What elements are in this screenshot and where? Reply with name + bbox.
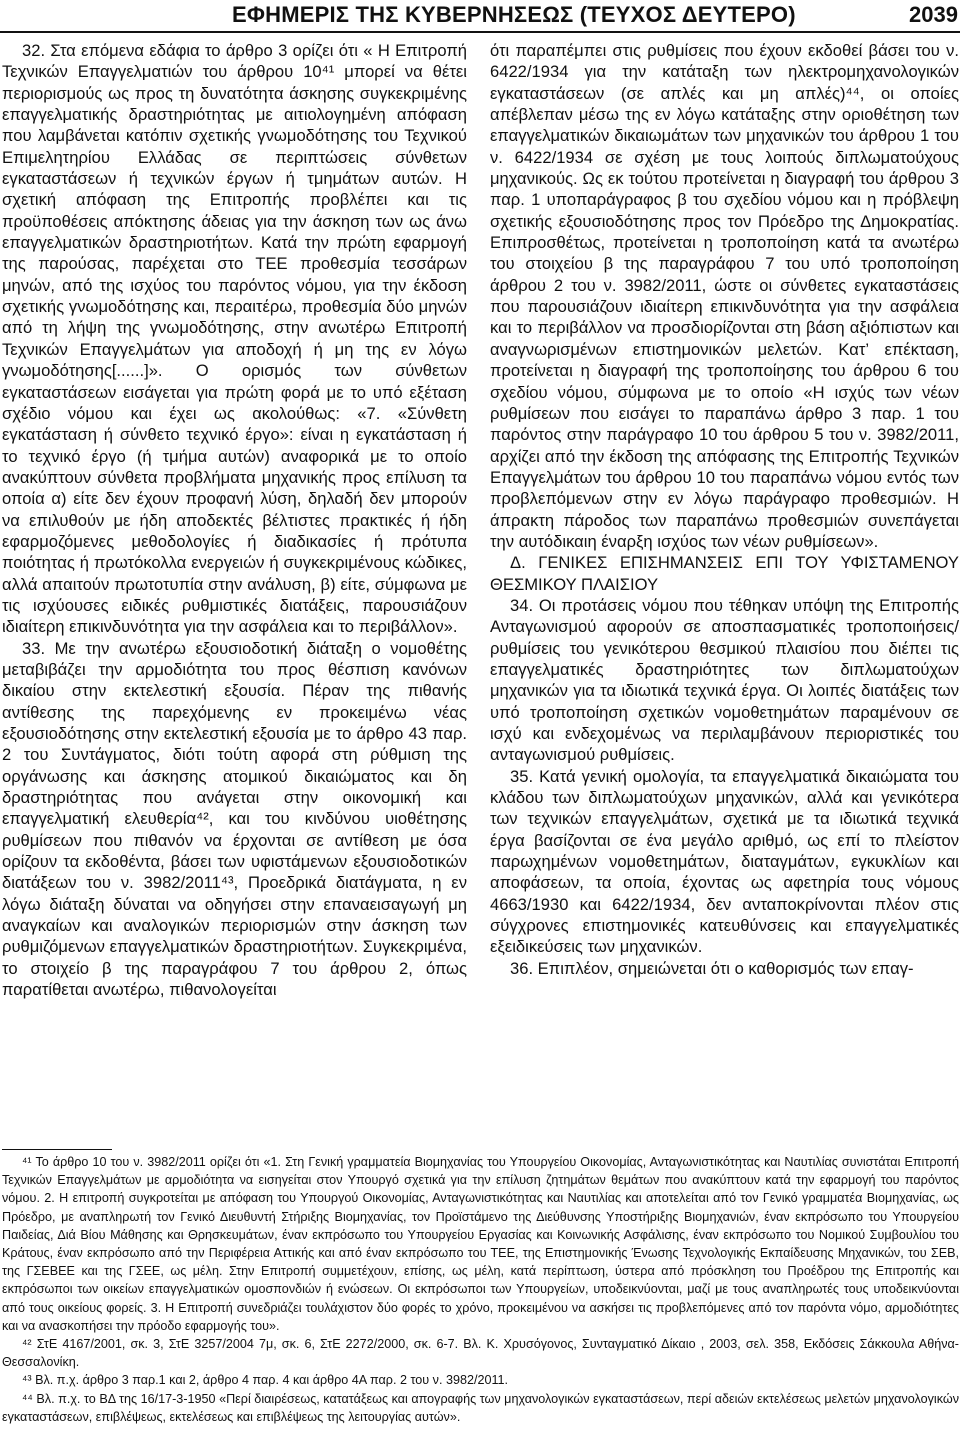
page-header [0,0,960,34]
section-heading-d: Δ. ΓΕΝΙΚΕΣ ΕΠΙΣΗΜΑΝΣΕΙΣ ΕΠΙ ΤΟΥ ΥΦΙΣΤΑΜΕΝΟΥ ΘΕΣΜΙΚΟΥ ΠΛΑΙΣΙΟΥ [490,553,959,594]
paragraph-35: 35. Κατά γενική ομολογία, τα επαγγελματικά δικαιώματα του κλάδου των διπλωματούχων μηχανικών, αλλά και γενικότερα των τεχνικών επαγγελμάτων, σχετικά με τα ιδιωτικά τεχνικά έργα βασίζονται σε ένα μεγάλο αριθμό, ως επί το πλείστον παρωχημένων νομοθετημάτων, διαταγμάτων, εγκυκλίων και αποφάσεων, τα οποία, έχοντας ως αφετηρία τους νόμους 4663/1930 και 6422/1934, δεν ανταποκρίνονται πλέον στις σύγχρονες επιστημονικές κατευθύνσεις και επαγγελματικές εξειδικεύσεις των μηχανικών. [490,766,959,957]
footnote-divider [2,1149,112,1150]
paragraph-33: 33. Με την ανωτέρω εξουσιοδοτική διάταξη ο νομοθέτης μεταβιβάζει την αρμοδιότητα του προς θέσπιση κανόνων δικαίου στην εκτελεστική εξουσία. Πέραν της πιθανής αντίθεσης της παρεχόμενης εν προκειμένω νέας εξουσιοδότησης στην εκτελεστική εξουσία με το άρθρο 43 παρ. 2 του Συντάγματος, διότι τούτη αφορά στη ρύθμιση της οργάνωσης και άσκησης ατομικού δικαιώματος και δη δραστηριότητας που ανάγεται στην οικονομική και επαγγελματική ελευθερία⁴², και του κινδύνου υιοθέτησης ρυθμίσεων που πιθανόν να έρχονται σε αντίθεση με όσα ορίζουν τα εκδοθέντα, βάσει των υφιστάμενων εξουσιοδοτικών διατάξεων του ν. 3982/2011⁴³, Προεδρικά διατάγματα, η εν λόγω διάταξη δύναται να οδηγήσει στην επαναεισαγωγή μη αναγκαίων και αναλογικών περιορισμών στην άσκηση των ρυθμιζόμενων επαγγελματικών δραστηριοτήτων. Συγκεκριμένα, το στοιχείο β της παραγράφου 7 του άρθρου 2, όπως παρατίθεται ανωτέρω, πιθανολογείται [2,638,467,1000]
footnote-41: ⁴¹ Το άρθρο 10 του ν. 3982/2011 ορίζει ότι «1. Στη Γενική γραμματεία Βιομηχανίας του Υπουργείου Οικονομίας, Ανταγωνιστικότητας και Ναυτιλίας συνιστάται Επιτροπή Τεχνικών Επαγγελμάτων με αρμοδιότητα να εισηγείται στον Υπουργό σχετικά για την επίλυση ζητημάτων θεμάτων που ανακύπτουν κατά την εφαρμογή του παρόντος νόμου. 2. Η επιτροπή συγκροτείται με απόφαση του Υπουργού Οικονομίας, Ανταγωνιστικότητας και Ναυτιλίας και αποτελείται από τον Γενικό γραμματέα Βιομηχανίας, ως Πρόεδρο, με αναπληρωτή τον Γενικό Διευθυντή Στήριξης Βιομηχανίας, τον Προϊστάμενο της Διεύθυνσης Υποστήριξης Βιομηχανιών, έναν εκπρόσωπο του Υπουργείου Παιδείας, Διά Βίου Μάθησης και Θρησκευμάτων, έναν εκπρόσωπο του Υπουργείου Εργασίας και Κοινωνικής Ασφάλισης, έναν εκπρόσωπο του Νομικού Συμβουλίου του Κράτους, έναν εκπρόσωπο από την Περιφέρεια Αττικής και από έναν εκπρόσωπο του ΤΕΕ, της Επιστημονικής Ένωσης Τεχνολογικής Εκπαίδευσης Μηχανικών, του ΣΕΒ, της ΓΣΕΒΕΕ και της ΓΣΕΕ, ως μέλη. Στην Επιτροπή συμμετέχουν, επίσης, ως μέλη, κατά περίπτωση, ύστερα από πρόσκληση του Προέδρου της Επιτροπής και εκπρόσωποι των οικείων επαγγελματικών ομοσπονδιών ή ενώσεων. Οι εκπρόσωποι των Υπουργείων, υποδεικνύονται, μαζί με τους αναπληρωτές τους υποδεικνύονται από τους οικείους φορείς. 3. Η Επιτροπή συνεδριάζει τουλάχιστον δύο φορές το χρόνο, προκειμένου να ασκήσει τις προβλεπόμενες από τον παρόντα νόμο, αρμοδιότητες και να ανασκοπήσει την πρόοδο εφαρμογής του». [2,1155,959,1333]
footnote-42: ⁴² ΣτΕ 4167/2001, σκ. 3, ΣτΕ 3257/2004 7μ, σκ. 6, ΣτΕ 2272/2000, σκ. 6-7. Βλ. Κ. Χρυσόγονος, Συνταγματικό Δίκαιο , 2003, σελ. 358, Εκδόσεις Σάκκουλα Αθήνα-Θεσσαλονίκη. [2,1337,959,1370]
paragraph-32: 32. Στα επόμενα εδάφια το άρθρο 3 ορίζει ότι « Η Επιτροπή Τεχνικών Επαγγελματιών του άρθρου 10⁴¹ μπορεί να θέτει περιορισμούς ως προς τη δυνατότητα άσκησης συγκεκριμένης επαγγελματικής δραστηριότητας με αιτιολογημένη απόφαση που λαμβάνεται κατόπιν σχετικής γνωμοδότησης του Τεχνικού Επιμελητηρίου Ελλάδας σε περιπτώσεις σύνθετων εγκαταστάσεων ή τεχνικών έργων ή τμημάτων αυτών. Η σχετική απόφαση της Επιτροπής προβλέπει και τις προϋποθέσεις απόκτησης άδειας για την άσκηση των ως άνω επαγγελματικών δραστηριοτήτων. Κατά την πρώτη εφαρμογή της παρούσας, παρέχεται στο ΤΕΕ προθεσμία τεσσάρων μηνών, από της ισχύος του παρόντος νόμου, για την έκδοση σχετικής γνωμοδότησης και, περαιτέρω, προθεσμία δύο μηνών από τη λήψη της γνωμοδότησης, στην ανωτέρω Επιτροπή Τεχνικών Επαγγελμάτων για αποδοχή ή μη της εν λόγω γνωμοδότησης[......]». Ο ορισμός των σύνθετων εγκαταστάσεων εισάγεται για πρώτη φορά με το υπό εξέταση σχέδιο νόμου και έχει ως ακολούθως: «7. «Σύνθετη εγκατάσταση ή σύνθετο τεχνικό έργο»: είναι η εγκατάσταση ή το τεχνικό έργο (ή τμήμα αυτών) αναφορικά με το οποίο ανακύπτουν σύνθετα προβλήματα μηχανικής προς επίλυση τα οποία α) είτε δεν έχουν προφανή λύση, δηλαδή δεν μπορούν να επιλυθούν με ήδη αποδεκτές βέλτιστες πρακτικές ή ήδη εφαρμοζόμενες μεθοδολογίες ή διαδικασίες ή πρότυπα ποιότητας ή πρωτόκολλα ενεργειών ή συγκεκριμένους κώδικες, αλλά απαιτούν πρωτοτυπία στην ανάλυση, β) είτε, σύμφωνα με τις ισχύουσες ειδικές ρυθμιστικές διατάξεις, παρουσιάζουν ιδιαίτερη επικινδυνότητα για την ασφάλεια και το περιβάλλον». [2,41,467,637]
header-divider [0,31,960,33]
footnote-44: ⁴⁴ Βλ. π.χ. το ΒΔ της 16/17-3-1950 «Περί διαιρέσεως, κατατάξεως και απογραφής των μηχανολογικών εγκαταστάσεων, περί αδειών εκτελέσεως μελετών μηχανολογικών εγκαταστάσεων, επιβλέψεως, εκτελέσεως και επιβλέψεως της λειτουργίας αυτών». [2,1391,959,1424]
left-column [2,40,467,1000]
gazette-title: ΕΦΗΜΕΡΙΣ ΤΗΣ ΚΥΒΕΡΝΗΣΕΩΣ (ΤΕΥΧΟΣ ΔΕΥΤΕΡΟ) [232,2,796,27]
paragraph-continuation: ότι παραπέμπει στις ρυθμίσεις που έχουν εκδοθεί βάσει του ν. 6422/1934 για την κατάταξη των ηλεκτρομηχανολογικών εγκαταστάσεων (σε απλές και μη απλές)⁴⁴, οι οποίες απέβλεπαν μέσω της εν λόγω κατάταξης στην οριοθέτηση των επαγγελματικών δικαιωμάτων των μηχανικών του άρθρου 1 του ν. 6422/1934 σε σχέση με τους λοιπούς διπλωματούχους μηχανικούς. Ως εκ τούτου προτείνεται η διαγραφή του άρθρου 3 παρ. 1 υποπαράγραφος β του σχεδίου νόμου και η πρόβλεψη σχετικής εξουσιοδότησης προς τον Πρόεδρο της Δημοκρατίας. Επιπροσθέτως, προτείνεται η τροποποίηση κατά τα ανωτέρω του στοιχείου β της παραγράφου 7 του υπό τροποποίηση άρθρου 2 του ν. 3982/2011, ώστε οι σύνθετες εγκαταστάσεις που παρουσιάζουν ιδιαίτερη επικινδυνότητα για την ασφάλεια και το περιβάλλον να προσδιορίζονται στη βάση αξιόπιστων και αναγνωρισμένων επιστημονικών μελετών. Κατ’ επέκταση, προτείνεται η διαγραφή της τροποποίησης του άρθρου 6 του σχεδίου νόμου, σύμφωνα με το οποίο «Η ισχύς των νέων ρυθμίσεων που εισάγει το παραπάνω άρθρο 3 παρ. 1 του παρόντος στην παράγραφο 10 του άρθρου 5 του ν. 3982/2011, αρχίζει από την έκδοση της απόφασης της Επιτροπής Τεχνικών Επαγγελμάτων του άρθρου 10 του παραπάνω νόμου εντός των προβλεπόμενων στην εν λόγω παράγραφο προθεσμιών. Η άπρακτη πάροδος των παραπάνω προθεσμιών συνεπάγεται την αυτόδικαιη έναρξη ισχύος των νέων ρυθμίσεων». [490,41,959,551]
footnote-43: ⁴³ Βλ. π.χ. άρθρο 3 παρ.1 και 2, άρθρο 4 παρ. 4 και άρθρο 4Α παρ. 2 του ν. 3982/2011. [22,1373,509,1388]
paragraph-36: 36. Επιπλέον, σημειώνεται ότι ο καθορισμός των επαγ- [510,958,914,978]
paragraph-34: 34. Οι προτάσεις νόμου που τέθηκαν υπόψη της Επιτροπής Ανταγωνισμού αφορούν σε αποσπασματικές τροποποιήσεις/ρυθμίσεις του γενικότερου θεσμικού πλαισίου που διέπει τις επαγγελματικές δραστηριότητες των διπλωματούχων μηχανικών για τα ιδιωτικά τεχνικά έργα. Οι λοιπές διατάξεις των υπό τροποποίηση σχετικών νομοθετημάτων παραμένουν σε ισχύ και ενδεχομένως να περιλαμβάνουν περιοριστικές του ανταγωνισμού ρυθμίσεις. [490,595,959,765]
right-column [490,40,959,979]
page-number: 2039 [909,2,958,27]
footnotes [2,1153,959,1426]
